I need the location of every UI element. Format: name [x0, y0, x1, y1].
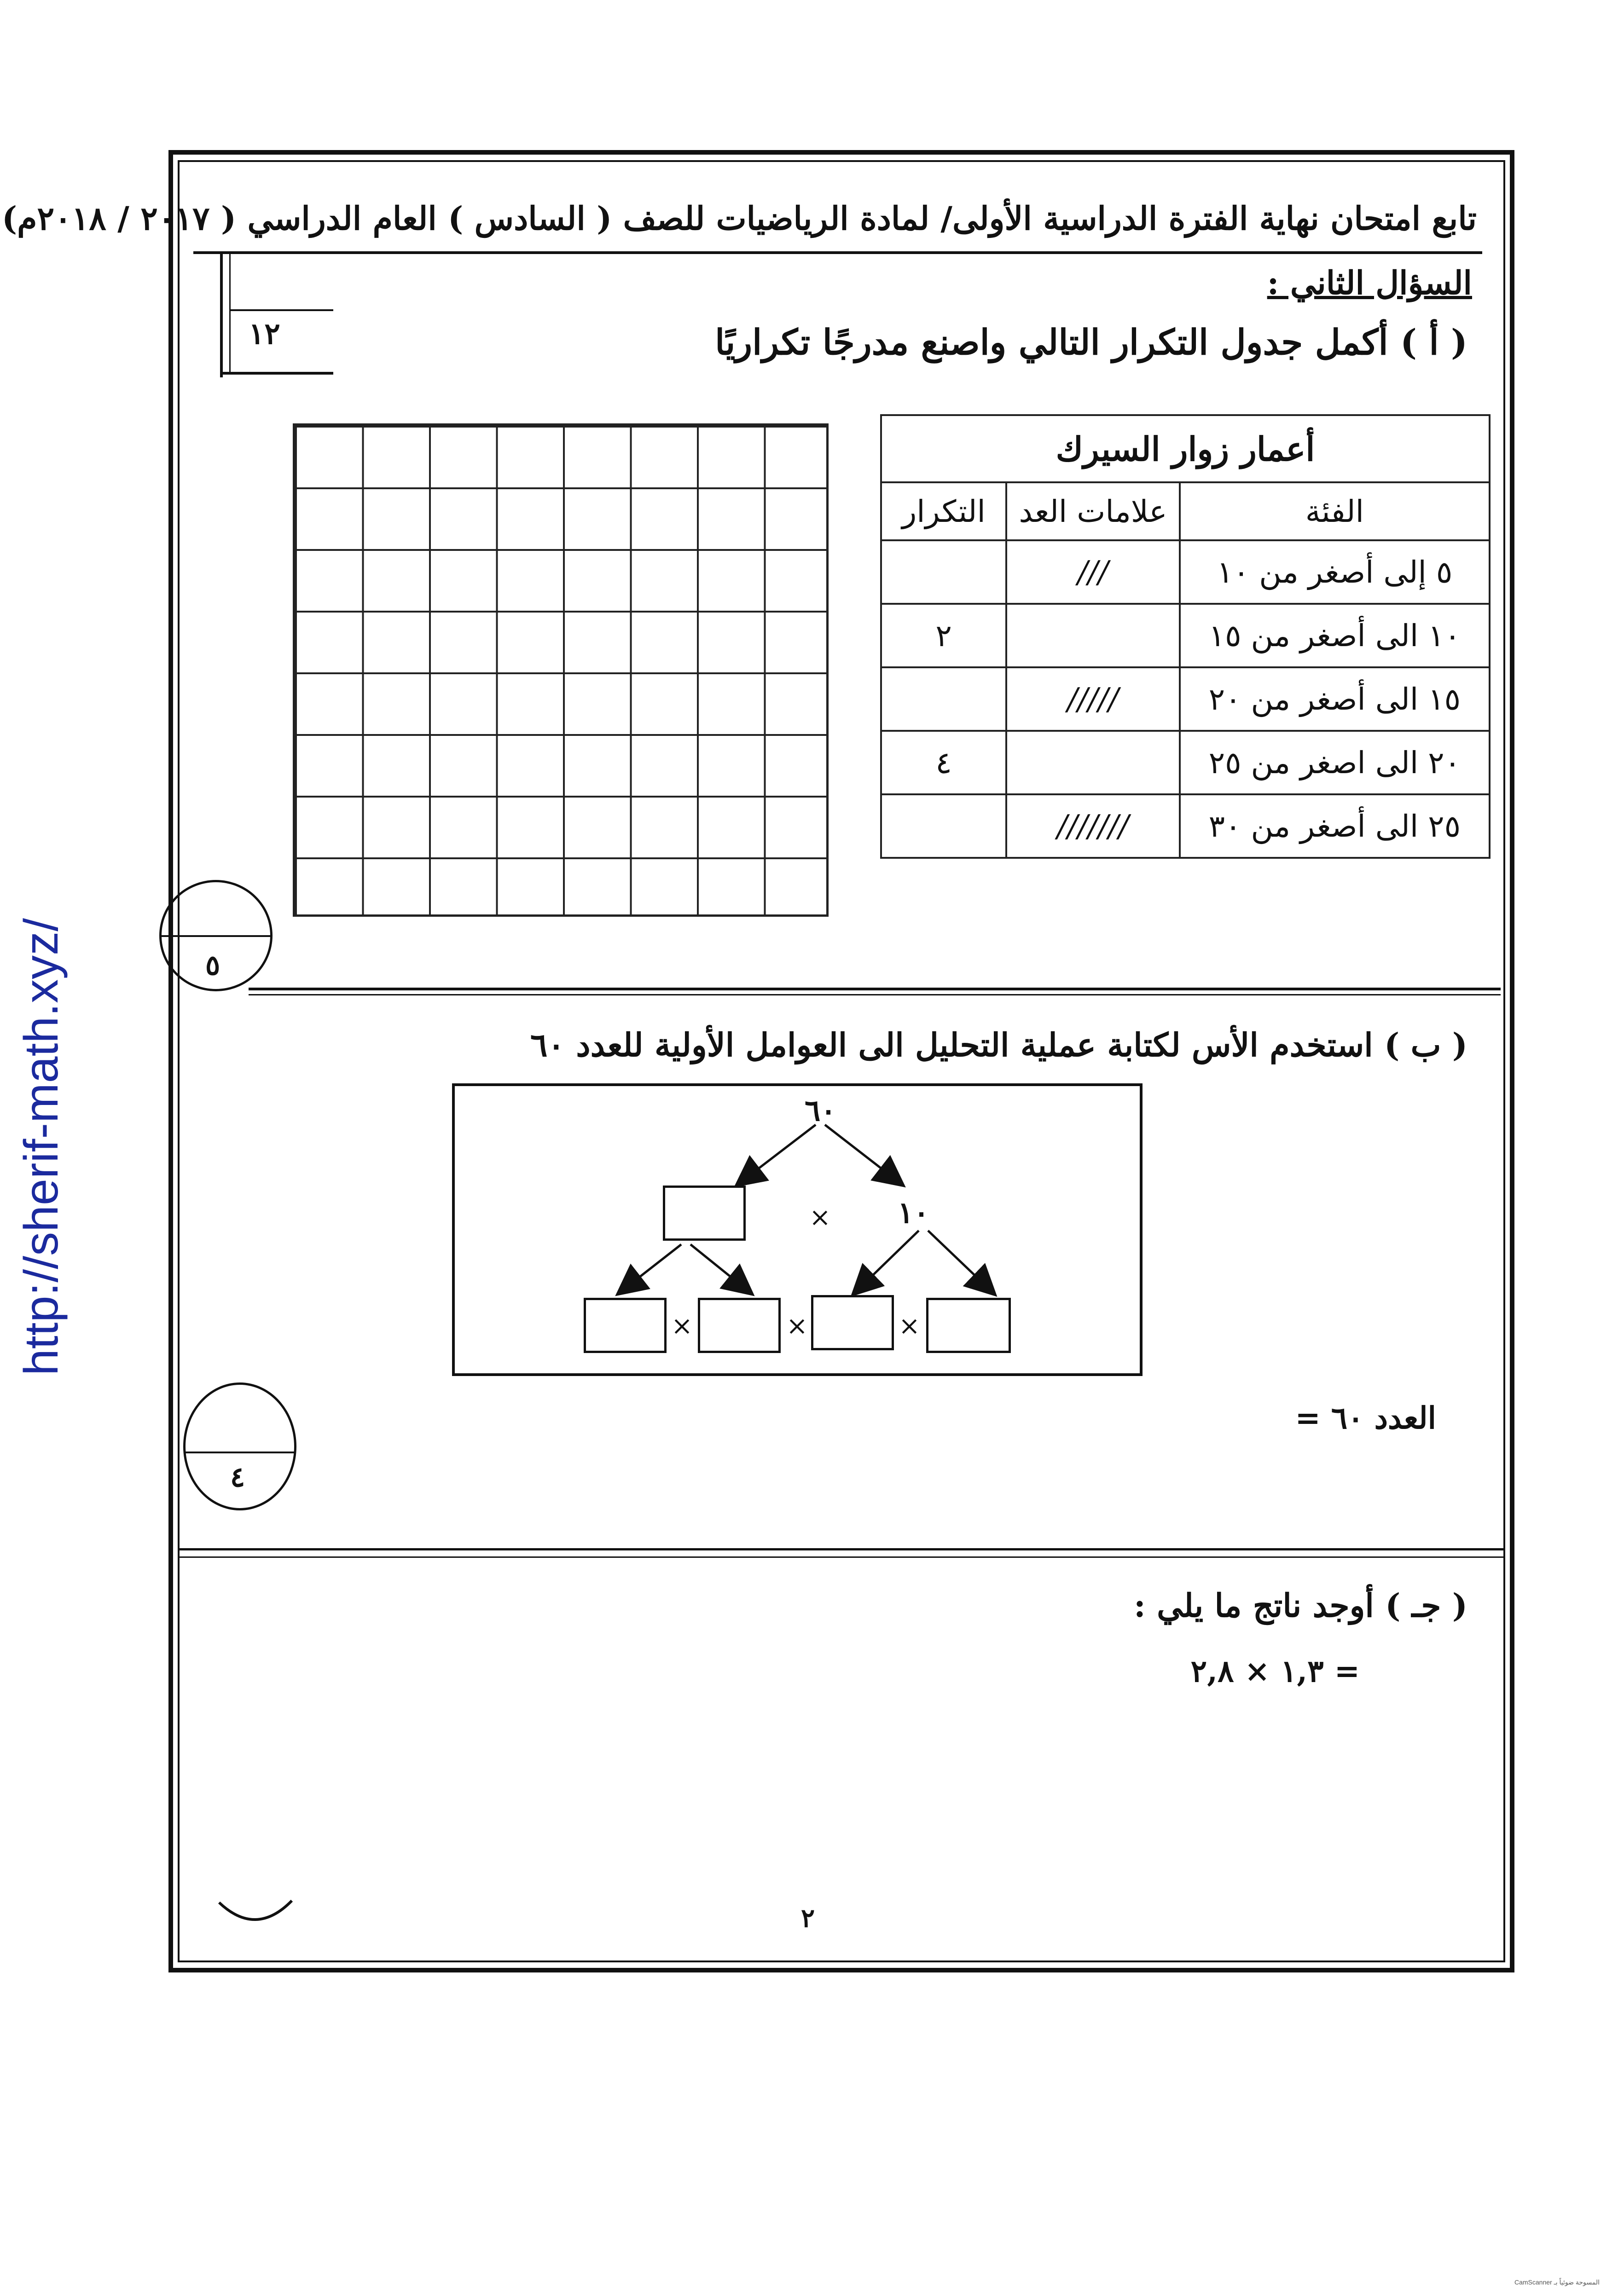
row2-class: ١٠ الى أصغر من ١٥: [1180, 604, 1490, 667]
part-a-score: ٥: [205, 949, 220, 982]
tree-leaf-box-3[interactable]: [811, 1295, 894, 1350]
section-divider-ab: [249, 988, 1501, 990]
row1-tally: ///: [1006, 540, 1179, 604]
histogram-grid[interactable]: [293, 423, 829, 917]
section-divider-bc-2: [178, 1556, 1503, 1558]
tree-times-3: ×: [786, 1311, 808, 1341]
question2-title: السؤال الثاني :: [1267, 264, 1472, 302]
footer-arc: [215, 1896, 297, 1928]
tree-times-2: ×: [671, 1311, 693, 1341]
row2-tally[interactable]: [1006, 604, 1179, 667]
row3-tally: /////: [1006, 667, 1179, 731]
table-caption: أعمار زوار السيرك: [881, 415, 1490, 482]
exam-header: تابع امتحان نهاية الفترة الدراسية الأولى/ لمادة الرياضيات للصف ( السادس ) العام الدراسي ( ٢٠١٧ / ٢٠١٨م): [2, 199, 1477, 237]
part-b-score-circle-line: [185, 1452, 295, 1453]
section-divider-bc: [178, 1548, 1503, 1550]
tree-times-4: ×: [899, 1311, 920, 1341]
scanner-mark: CamScanner المسوحة ضوئياً بـ: [1514, 2279, 1600, 2286]
row3-frequency[interactable]: [881, 667, 1006, 731]
row5-tally: ///////: [1006, 794, 1179, 858]
tree-root: ٦٠: [805, 1093, 836, 1128]
header-divider: [193, 251, 1482, 254]
part-b-prompt: ( ب ) استخدم الأس لكتابة عملية التحليل الى العوامل الأولية للعدد ٦٠: [530, 1026, 1467, 1064]
part-a-score-circle-line: [161, 935, 271, 937]
section-divider-ab-2: [249, 994, 1501, 995]
row4-class: ٢٠ الى اصغر من ٢٥: [1180, 731, 1490, 794]
row2-frequency: ٢: [881, 604, 1006, 667]
part-a-prompt: ( أ ) أكمل جدول التكرار التالي واصنع مدرجًا تكراريًا: [715, 322, 1467, 363]
question2-total-score: ١٢: [249, 317, 280, 351]
part-b-answer-label: العدد ٦٠ =: [1295, 1400, 1436, 1436]
part-c-prompt: ( جـ ) أوجد ناتج ما يلي :: [1133, 1586, 1467, 1625]
header-tally: علامات العد: [1006, 482, 1179, 540]
row1-frequency[interactable]: [881, 540, 1006, 604]
part-b-score: ٤: [230, 1461, 245, 1493]
score-box-left-inner: [229, 254, 231, 375]
row5-frequency[interactable]: [881, 794, 1006, 858]
tree-box-left[interactable]: [663, 1186, 746, 1241]
row4-frequency: ٤: [881, 731, 1006, 794]
tree-leaf-box-2[interactable]: [698, 1298, 781, 1353]
tree-leaf-box-4[interactable]: [926, 1298, 1011, 1353]
row3-class: ١٥ الى أصغر من ٢٠: [1180, 667, 1490, 731]
tree-times-1: ×: [809, 1203, 831, 1232]
row4-tally[interactable]: [1006, 731, 1179, 794]
header-class: الفئة: [1180, 482, 1490, 540]
row1-class: ٥ إلى أصغر من ١٠: [1180, 540, 1490, 604]
tree-right-child: ١٠: [898, 1196, 929, 1230]
tree-leaf-box-1[interactable]: [584, 1298, 667, 1353]
header-frequency: التكرار: [881, 482, 1006, 540]
watermark-url[interactable]: http://sherif-math.xyz/: [15, 918, 68, 1376]
row5-class: ٢٥ الى أصغر من ٣٠: [1180, 794, 1490, 858]
score-box-mid: [229, 309, 333, 311]
score-box-bottom: [220, 372, 333, 375]
part-c-expression: = ١,٣ × ٢,٨: [1190, 1653, 1360, 1689]
page-number: ٢: [801, 1903, 815, 1933]
score-box-left: [220, 254, 223, 377]
frequency-table: [880, 414, 1491, 859]
